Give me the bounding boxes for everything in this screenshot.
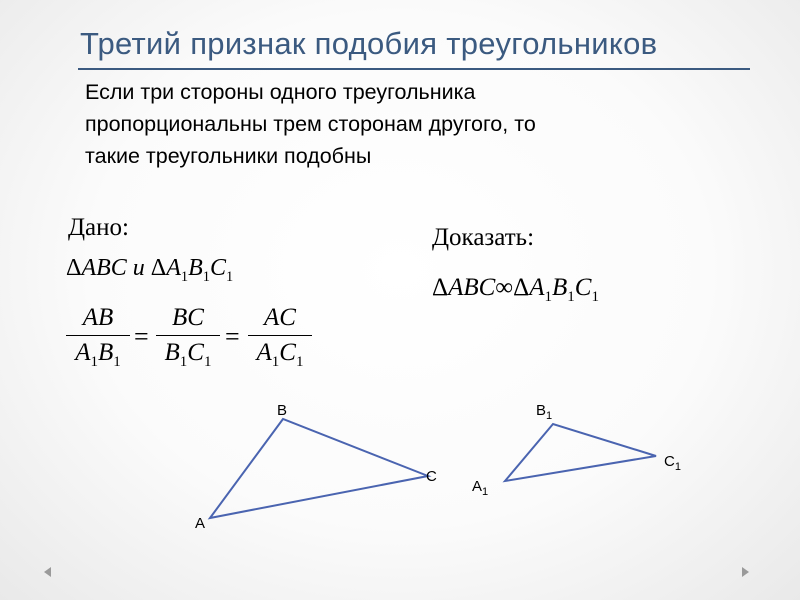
prove-label: Доказать: [432,224,535,251]
vertex-label-b1: $B_1$ [536,402,553,422]
delta-symbol: Δ [66,255,82,281]
vertex-b1: B [551,274,568,301]
ratio-numerator: AB [82,304,114,331]
statement-line: такие треугольники подобны [85,144,372,168]
delta-symbol: Δ [150,255,167,281]
vertex-b1: B [188,255,203,281]
subscript: 1 [591,289,599,305]
given-label: Дано: [68,214,129,241]
ratio-numerator: BC [172,304,204,331]
similarity-symbol: ∞ [495,274,514,301]
vertex-a1: A [166,255,181,281]
vertex-label-a: A [195,515,206,532]
vertex-c1: C [209,255,226,281]
ratio-denominator: $A_1C_1$ [256,339,304,370]
delta-symbol: Δ [432,274,449,301]
subscript: 1 [567,289,575,305]
vertex-c1: C [574,274,592,301]
equals-sign: = [225,322,240,351]
subscript: 1 [180,268,189,285]
ratio-numerator: AC [264,304,296,331]
previous-slide-arrow-icon[interactable] [44,567,51,577]
triangle-name: ABC [81,255,127,281]
conjunction: и [126,255,151,281]
slide-title: Третий признак подобия треугольников [80,26,658,61]
subscript: 1 [544,289,552,305]
next-slide-arrow-icon[interactable] [742,567,749,577]
vertex-label-b: B [277,402,288,419]
ratio-denominator: $A_1B_1$ [75,339,121,370]
triangle-a1b1c1 [505,424,656,481]
equals-sign: = [134,322,149,351]
ratio-denominator: $B_1C_1$ [164,339,212,370]
subscript: 1 [225,268,234,285]
statement-line: пропорциональны трем сторонам другого, то [85,112,536,136]
triangle-abc [210,419,428,518]
statement-line: Если три стороны одного треугольника [85,80,476,104]
vertex-label-c1: $C_1$ [664,453,681,473]
vertex-label-c: C [426,468,437,485]
vertex-label-a1: $A_1$ [472,478,489,498]
triangle-name: ABC [448,274,496,301]
subscript: 1 [202,268,210,285]
vertex-a1: A [529,274,545,301]
delta-symbol: Δ [513,274,530,301]
